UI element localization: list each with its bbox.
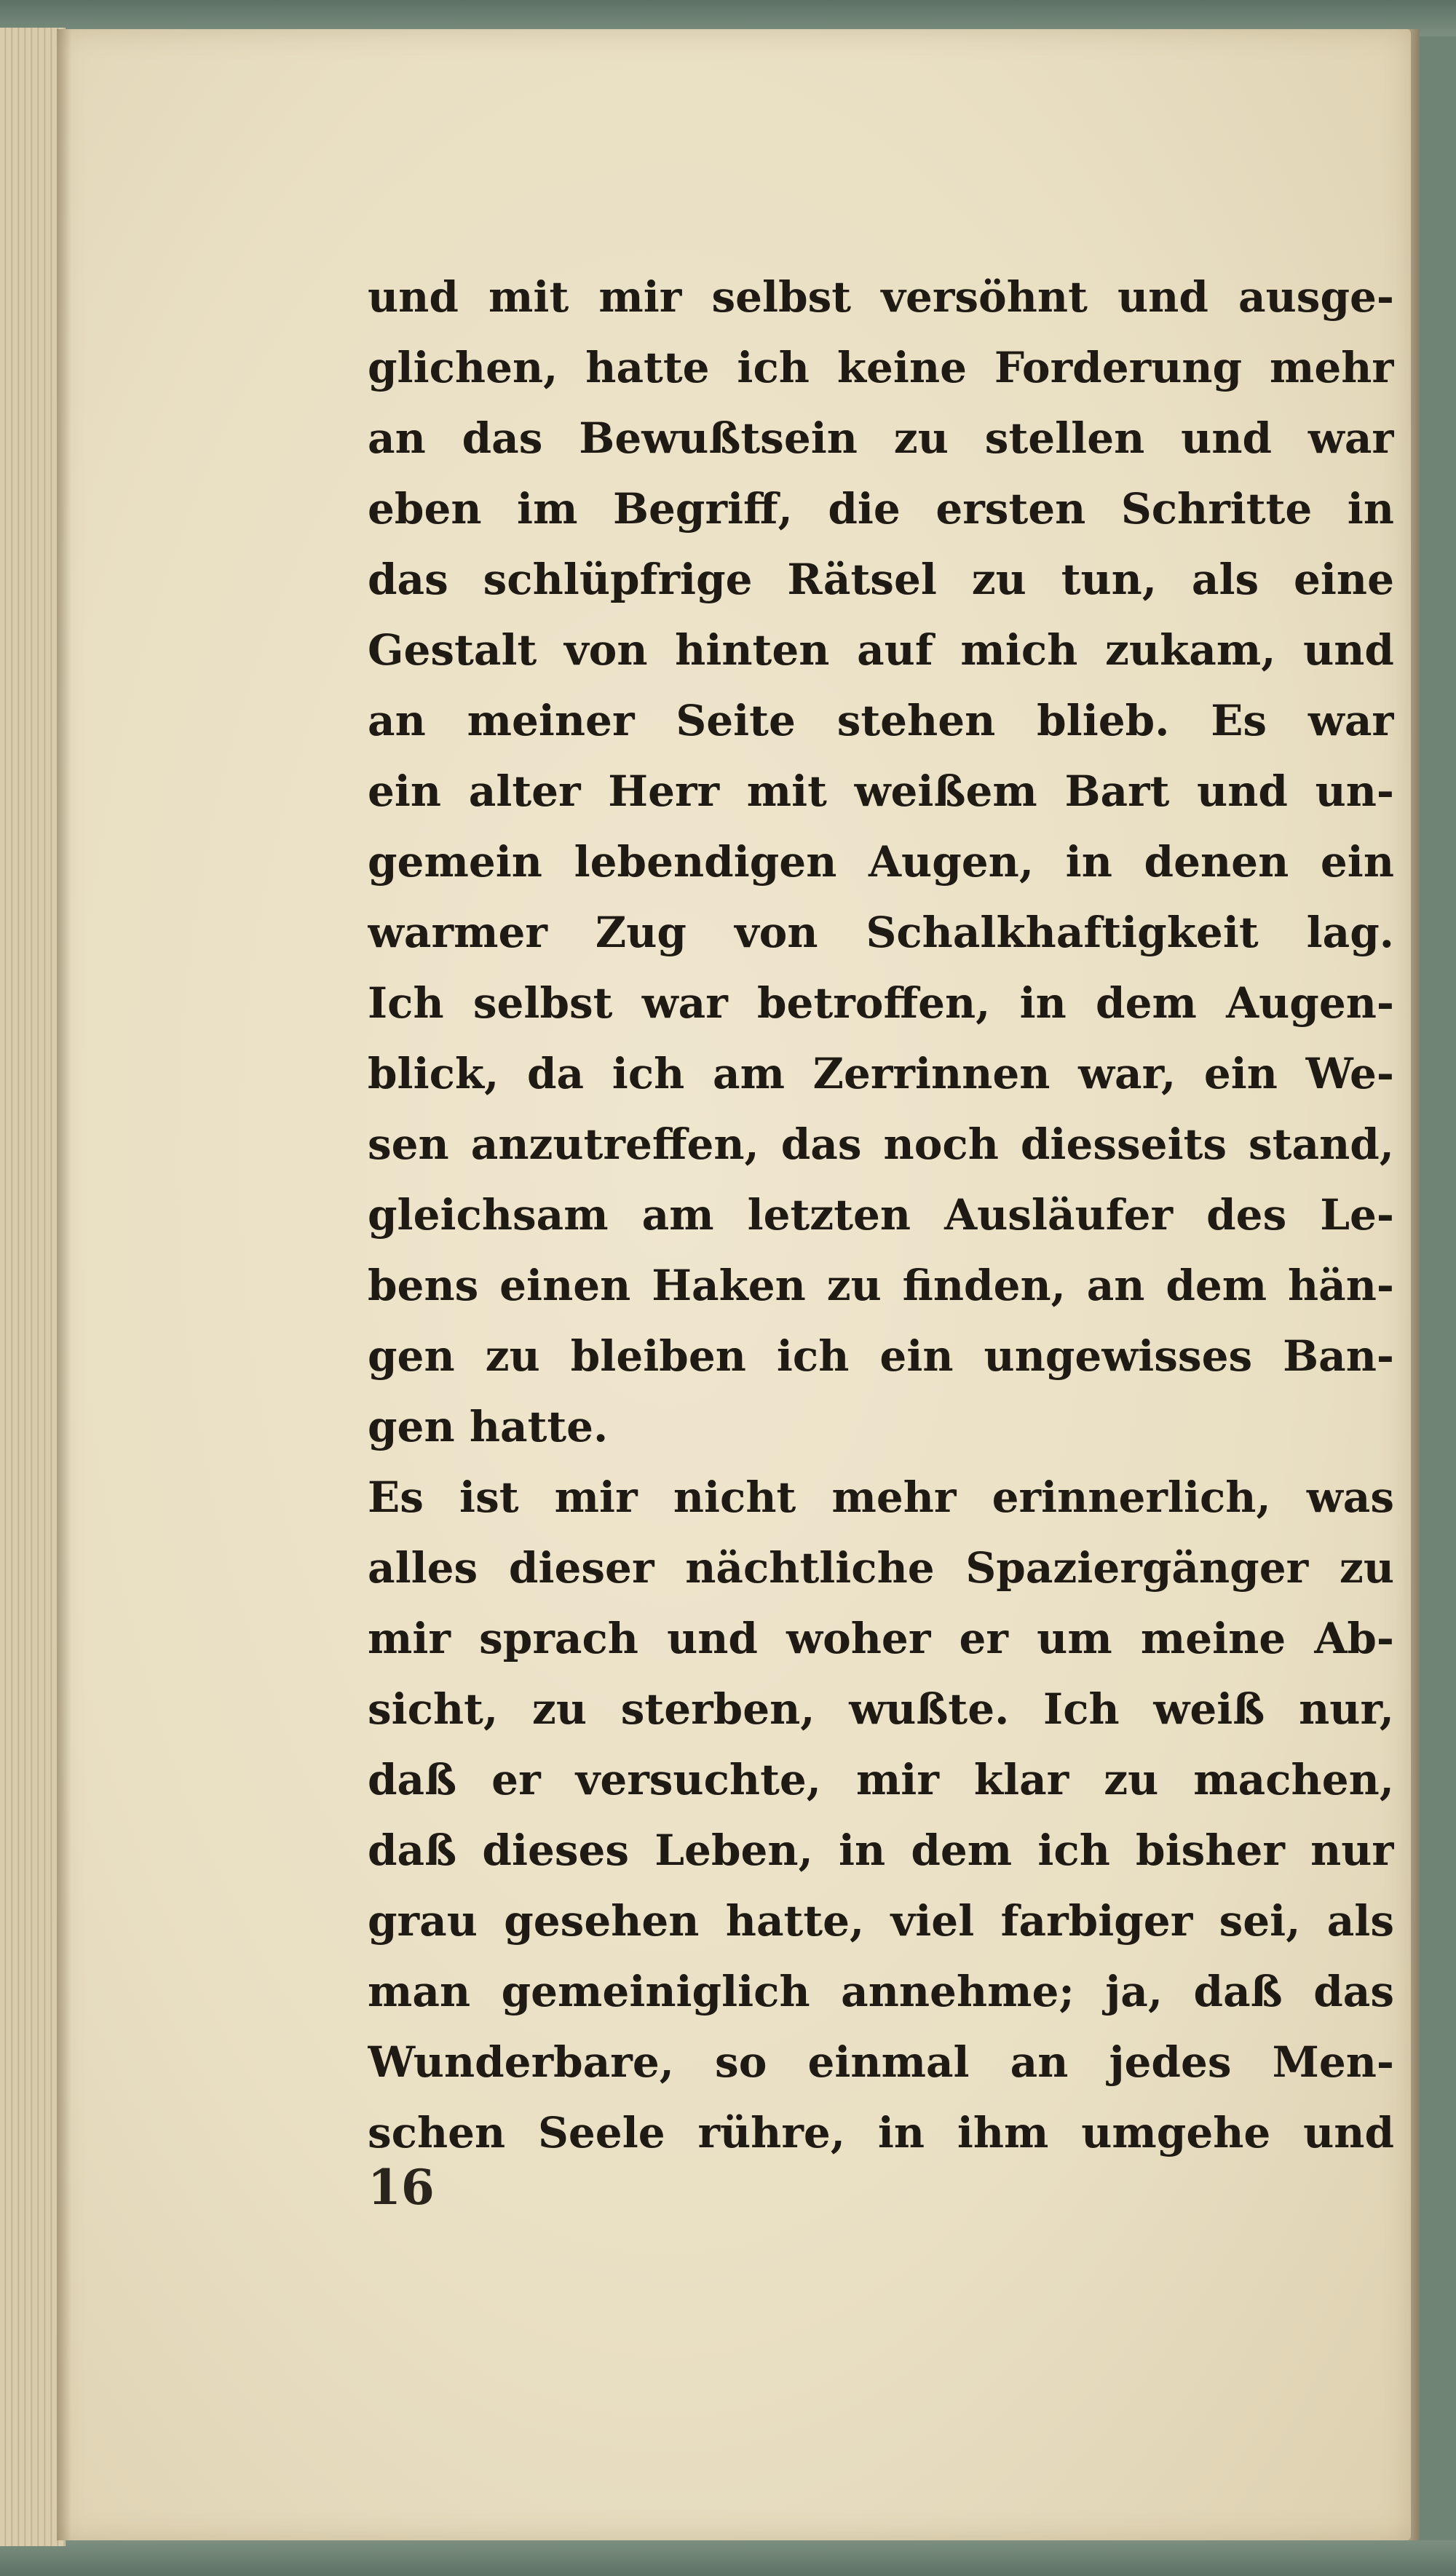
text-line: mir sprach und woher er um meine Ab- (368, 1614, 1394, 1663)
text-line: gemein lebendigen Augen, in denen ein (368, 837, 1394, 887)
text-line: blick, da ich am Zerrinnen war, ein We- (368, 1049, 1394, 1098)
book-cover-bottom (0, 2540, 1456, 2576)
text-line: Es ist mir nicht mehr erinnerlich, was (368, 1473, 1394, 1522)
text-line: daß dieses Leben, in dem ich bisher nur (368, 1826, 1394, 1875)
text-line: Ich selbst war betroffen, in dem Augen- (368, 978, 1394, 1028)
body-text (368, 262, 1394, 2168)
text-line: an das Bewußtsein zu stellen und war (368, 413, 1394, 463)
text-line: sen anzutreffen, das noch diesseits stand, (368, 1119, 1394, 1169)
text-line: und mit mir selbst versöhnt und ausge- (368, 272, 1394, 322)
text-line: warmer Zug von Schalkhaftigkeit lag. (368, 908, 1394, 957)
text-line: glichen, hatte ich keine Forderung mehr (368, 343, 1394, 392)
text-line: Wunderbare, so einmal an jedes Men- (368, 2037, 1394, 2087)
text-line: an meiner Seite stehen blieb. Es war (368, 696, 1394, 745)
page-gutter-shadow (57, 29, 71, 2540)
text-line: das schlüpfrige Rätsel zu tun, als eine (368, 555, 1394, 604)
text-line: grau gesehen hatte, viel farbiger sei, als (368, 1896, 1394, 1946)
page-stack-edge (0, 28, 66, 2546)
text-line: man gemeiniglich annehme; ja, daß das (368, 1967, 1394, 2016)
text-line: schen Seele rühre, in ihm umgehe und (368, 2108, 1394, 2157)
text-line: bens einen Haken zu finden, an dem hän- (368, 1261, 1394, 1310)
text-line: gen hatte. (368, 1402, 609, 1451)
text-line: gleichsam am letzten Ausläufer des Le- (368, 1190, 1394, 1240)
text-line: sicht, zu sterben, wußte. Ich weiß nur, (368, 1684, 1394, 1734)
text-line: alles dieser nächtliche Spaziergänger zu (368, 1543, 1394, 1593)
text-line: gen zu bleiben ich ein ungewisses Ban- (368, 1331, 1394, 1381)
text-line: ein alter Herr mit weißem Bart und un- (368, 766, 1394, 816)
text-line: daß er versuchte, mir klar zu machen, (368, 1755, 1394, 1804)
text-line: Gestalt von hinten auf mich zukam, und (368, 625, 1394, 675)
text-line: eben im Begriff, die ersten Schritte in (368, 484, 1394, 534)
page-number: 16 (368, 2159, 435, 2216)
